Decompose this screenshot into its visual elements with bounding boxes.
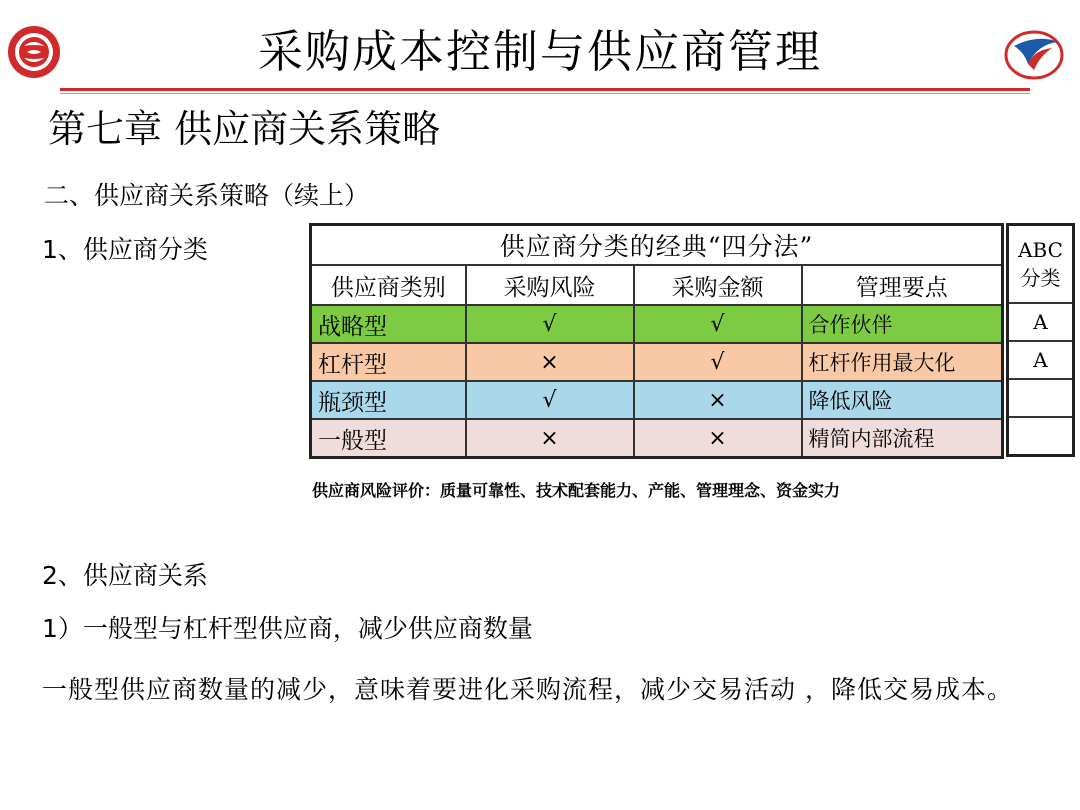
- management-point: 合作伙伴: [802, 305, 1003, 343]
- subsection-heading-classification: 1、供应商分类: [42, 235, 208, 264]
- point-heading: 1）一般型与杠杆型供应商，减少供应商数量: [42, 614, 533, 643]
- abc-value: [1008, 379, 1074, 417]
- abc-value: A: [1008, 341, 1074, 379]
- amount-mark: ×: [634, 419, 802, 458]
- column-header-key-points: 管理要点: [802, 265, 1003, 305]
- table-row-general: [311, 419, 1003, 458]
- abc-header-line2: 分类: [1020, 266, 1061, 290]
- subsection-heading-relationship: 2、供应商关系: [42, 561, 208, 590]
- supplier-classification-table: [309, 223, 1004, 459]
- table-row-leverage: [311, 343, 1003, 381]
- management-point: 降低风险: [802, 381, 1003, 419]
- table-row-bottleneck: [311, 381, 1003, 419]
- column-header-risk: 采购风险: [466, 265, 634, 305]
- table-caption: 供应商分类的经典“四分法”: [311, 225, 1003, 266]
- column-header-amount: 采购金额: [634, 265, 802, 305]
- risk-mark: √: [466, 305, 634, 343]
- risk-mark: ×: [466, 419, 634, 458]
- abc-header: [1008, 225, 1074, 304]
- header-divider-thin: [60, 93, 1030, 94]
- abc-header-line1: ABC: [1018, 238, 1063, 262]
- section-heading: 二、供应商关系策略（续上）: [44, 181, 370, 210]
- page-title: 采购成本控制与供应商管理: [257, 25, 822, 78]
- table-row-strategic: [311, 305, 1003, 343]
- amount-mark: √: [634, 305, 802, 343]
- abc-value: [1008, 417, 1074, 456]
- abc-classification-table: [1006, 223, 1075, 457]
- management-point: 精简内部流程: [802, 419, 1003, 458]
- management-point: 杠杆作用最大化: [802, 343, 1003, 381]
- abc-value: A: [1008, 303, 1074, 341]
- company-logo-right: [1004, 30, 1064, 80]
- body-paragraph: 一般型供应商数量的减少，意味着要进化采购流程，减少交易活动 ，降低交易成本。: [42, 675, 1013, 704]
- risk-evaluation-note: 供应商风险评价：质量可靠性、技术配套能力、产能、管理理念、资金实力: [312, 481, 841, 500]
- amount-mark: √: [634, 343, 802, 381]
- supplier-type: 一般型: [311, 419, 466, 458]
- supplier-type: 瓶颈型: [311, 381, 466, 419]
- header-divider: [60, 88, 1030, 91]
- chapter-heading: 第七章 供应商关系策略: [48, 107, 441, 151]
- column-header-type: 供应商类别: [311, 265, 466, 305]
- risk-mark: √: [466, 381, 634, 419]
- amount-mark: ×: [634, 381, 802, 419]
- supplier-type: 杠杆型: [311, 343, 466, 381]
- supplier-type: 战略型: [311, 305, 466, 343]
- risk-mark: ×: [466, 343, 634, 381]
